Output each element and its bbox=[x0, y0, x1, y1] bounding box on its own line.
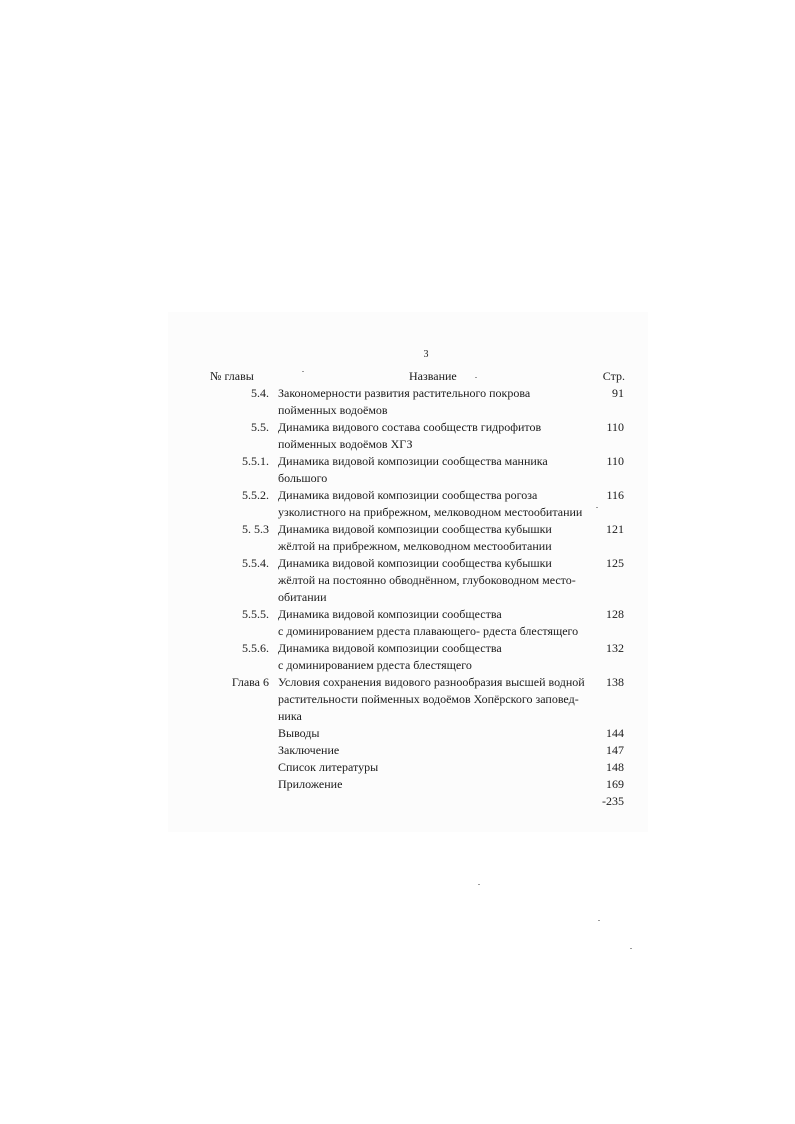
entry-title bbox=[278, 606, 603, 640]
entry-number: Глава 6 bbox=[231, 675, 269, 689]
scan-speck bbox=[598, 920, 600, 921]
entry-page: 132 bbox=[606, 641, 624, 655]
entry-title-line: пойменных водоёмов bbox=[278, 403, 388, 417]
entry-title-line: с доминированием рдеста блестящего bbox=[278, 658, 472, 672]
entry-title-line: Динамика видовой композиции сообщества манника bbox=[278, 454, 548, 468]
entry-title-line: узколистного на прибрежном, мелководном местообитании bbox=[278, 505, 583, 519]
entry-title-line: Заключение bbox=[278, 743, 340, 757]
entry-title-line: обитании bbox=[278, 590, 327, 604]
entry-title-line: Выводы bbox=[278, 726, 320, 740]
entry-title bbox=[278, 640, 603, 674]
entry-number: 5.5.6. bbox=[242, 641, 269, 655]
table-of-contents bbox=[205, 368, 635, 810]
entry-title-line: Динамика видовой композиции сообщества рогоза bbox=[278, 488, 538, 502]
toc-entry bbox=[205, 606, 635, 640]
entry-title bbox=[278, 725, 603, 742]
toc-entry bbox=[205, 419, 635, 453]
toc-entry bbox=[205, 487, 635, 521]
entry-title-line: Список литературы bbox=[278, 760, 379, 774]
entry-title-line: жёлтой на прибрежном, мелководном местообитании bbox=[278, 539, 552, 553]
toc-entry bbox=[205, 776, 635, 793]
entry-number: 5.5.1. bbox=[242, 454, 269, 468]
toc-entry bbox=[205, 759, 635, 776]
entry-title bbox=[278, 521, 603, 555]
entry-page: 138 bbox=[606, 675, 624, 689]
toc-entry bbox=[205, 385, 635, 419]
final-page-range-row bbox=[205, 793, 635, 810]
entry-title-line: Динамика видовой композиции сообщества кубышки bbox=[278, 556, 552, 570]
entry-title-line: Динамика видовой композиции сообщества bbox=[278, 641, 502, 655]
scan-speck bbox=[478, 884, 480, 885]
scan-speck bbox=[302, 371, 304, 372]
entry-page: 91 bbox=[612, 386, 624, 400]
entry-number: 5.4. bbox=[251, 386, 269, 400]
toc-entry bbox=[205, 725, 635, 742]
toc-entry bbox=[205, 640, 635, 674]
entry-title bbox=[278, 453, 603, 487]
entry-number: 5.5.4. bbox=[242, 556, 269, 570]
entry-title-line: ника bbox=[278, 709, 302, 723]
entry-title bbox=[278, 419, 603, 453]
toc-entries bbox=[205, 385, 635, 793]
entry-title-line: Приложение bbox=[278, 777, 343, 791]
entry-title-line: Динамика видовой композиции сообщества кубышки bbox=[278, 522, 552, 536]
entry-page: 121 bbox=[606, 522, 624, 536]
entry-title-line: растительности пойменных водоёмов Хопёрского заповед- bbox=[278, 692, 579, 706]
entry-number: 5.5.2. bbox=[242, 488, 269, 502]
entry-title-line: большого bbox=[278, 471, 328, 485]
entry-title bbox=[278, 742, 603, 759]
entry-title-line: Условия сохранения видового разнообразия высшей водной bbox=[278, 675, 585, 689]
entry-number: 5.5. bbox=[251, 420, 269, 434]
entry-title-line: жёлтой на постоянно обводнённом, глубоководном место- bbox=[278, 573, 576, 587]
chapter-number-header: № главы bbox=[210, 369, 254, 383]
page-header: Стр. bbox=[602, 369, 625, 383]
entry-page: 128 bbox=[606, 607, 624, 621]
scan-speck bbox=[475, 377, 477, 378]
entry-title bbox=[278, 385, 603, 419]
entry-number: 5.5.5. bbox=[242, 607, 269, 621]
entry-page: 116 bbox=[606, 488, 624, 502]
toc-entry bbox=[205, 453, 635, 487]
scan-speck bbox=[630, 948, 632, 949]
scan-speck bbox=[596, 507, 598, 508]
entry-page: 148 bbox=[606, 760, 624, 774]
toc-entry bbox=[205, 742, 635, 759]
entry-title-line: Закономерности развития растительного покрова bbox=[278, 386, 531, 400]
entry-title bbox=[278, 487, 603, 521]
entry-title-line: пойменных водоёмов ХГЗ bbox=[278, 437, 413, 451]
toc-entry bbox=[205, 674, 635, 725]
entry-page: 110 bbox=[606, 420, 624, 434]
entry-page: 110 bbox=[606, 454, 624, 468]
final-page-range: -235 bbox=[602, 794, 624, 808]
entry-page: 169 bbox=[606, 777, 624, 791]
entry-page: 147 bbox=[606, 743, 624, 757]
entry-title-line: Динамика видовой композиции сообщества bbox=[278, 607, 502, 621]
toc-header bbox=[205, 368, 635, 385]
toc-entry bbox=[205, 555, 635, 606]
page-number: 3 bbox=[423, 349, 429, 360]
entry-title bbox=[278, 674, 603, 725]
entry-page: 144 bbox=[606, 726, 624, 740]
entry-title bbox=[278, 759, 603, 776]
entry-title-line: с доминированием рдеста плавающего- рдеста блестящего bbox=[278, 624, 579, 638]
entry-title bbox=[278, 776, 603, 793]
entry-title-line: Динамика видового состава сообществ гидрофитов bbox=[278, 420, 542, 434]
title-header: Название bbox=[409, 369, 457, 383]
toc-entry bbox=[205, 521, 635, 555]
entry-page: 125 bbox=[606, 556, 624, 570]
entry-number: 5. 5.3 bbox=[242, 522, 269, 536]
entry-title bbox=[278, 555, 603, 606]
